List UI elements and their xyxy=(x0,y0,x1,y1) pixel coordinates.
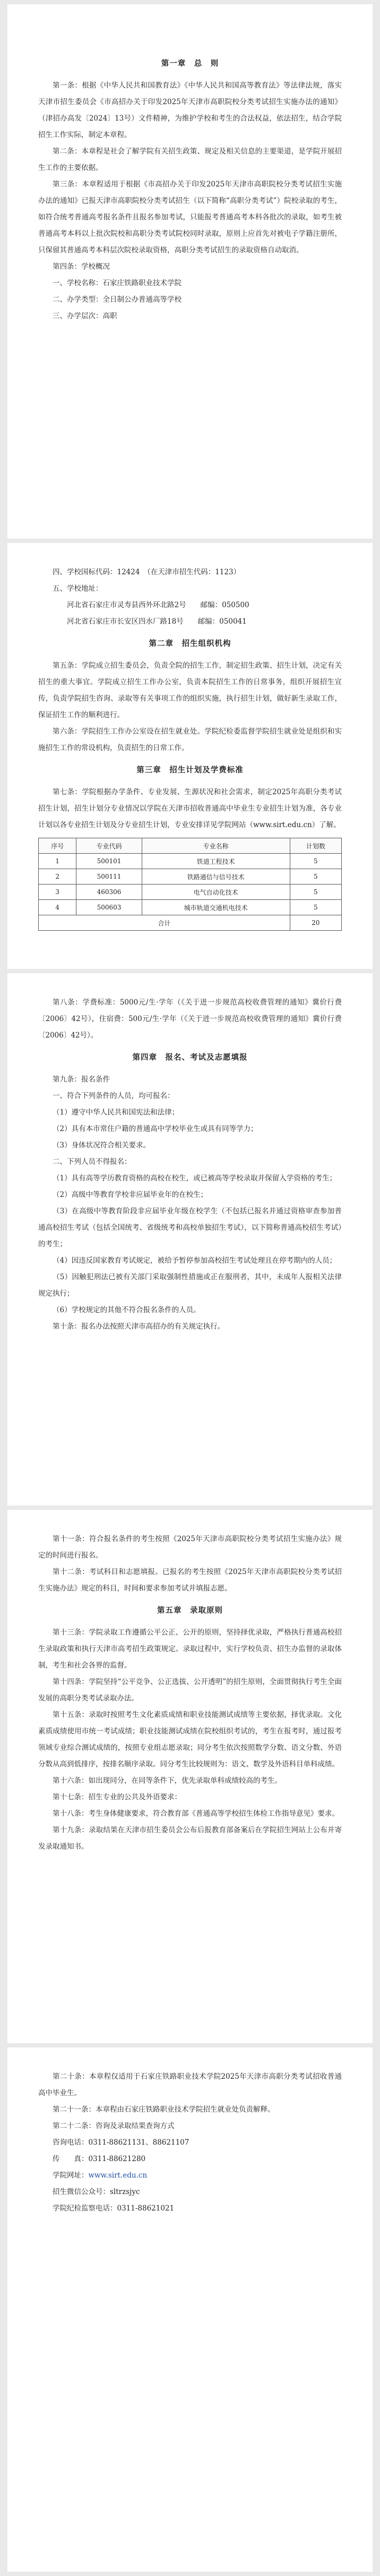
chapter-3-title: 第三章 招生计划及学费标准 xyxy=(136,766,244,775)
contact-wechat: 招生微信公众号：sltrzsjyc xyxy=(53,2188,140,2196)
article-22: 第二十二条：咨询及录取结果查询方式 xyxy=(53,2122,175,2130)
table-cell: 5 xyxy=(290,869,341,885)
article-11: 第十一条：符合报名条件的考生按照《2025年天津市高职院校分类考试招生实施办法》规定的时间进行报名。 xyxy=(38,1535,342,1560)
article-16: 第十六条：如出现同分，在同等条件下，优先录取单科成绩较高的考生。 xyxy=(53,1776,282,1785)
table-cell: 1 xyxy=(39,854,76,869)
website-link[interactable]: www.sirt.edu.cn xyxy=(88,2171,148,2180)
table-total-label: 合计 xyxy=(39,915,290,931)
school-address-label: 五、学校地址： xyxy=(53,584,103,593)
document-page-5 xyxy=(7,2047,373,2572)
article-2: 第二条：本章程是社会了解学院有关招生政策、规定及相关信息的主要渠道，是学院开展招生工作的主要依据。 xyxy=(38,147,342,172)
chapter-1-title: 第一章 总 则 xyxy=(161,59,219,68)
school-address-2: 河北省石家庄市长安区四水厂路18号 邮编：050041 xyxy=(67,617,247,626)
ineligibility-item: （1）具有高等学历教育资格的高校在校生，或已被高等学校录取并保留入学资格的考生； xyxy=(53,1174,337,1183)
table-total-row xyxy=(39,915,342,931)
major-plan-table xyxy=(38,838,342,931)
article-9: 第九条：报名条件 xyxy=(53,1075,110,1084)
ineligibility-heading: 二、下列人员不得报名： xyxy=(53,1158,132,1166)
ineligibility-item: （3）在高级中等教育阶段非应届毕业年级在校学生（不包括已报名并通过资格审查参加普通高校招生考试（包括全国统考、省级统考和高校单独招生考试），以下简称普通高校招生考试）的考生； xyxy=(38,1207,342,1248)
chapter-4-title: 第四章 报名、考试及志愿填报 xyxy=(132,1053,248,1062)
table-cell: 铁道工程技术 xyxy=(142,854,290,869)
table-cell: 5 xyxy=(290,854,341,869)
ineligibility-item: （5）因触犯刑法已被有关部门采取强制性措施或正在服刑者，其中，未成年人报相关法律规定执行； xyxy=(38,1273,342,1298)
contact-phone: 咨询电话：0311-88621131、88621107 xyxy=(53,2138,189,2147)
school-type: 二、办学类型：全日制公办普通高等学校 xyxy=(53,295,182,304)
article-18: 第十八条：考生身体健康要求，符合教育部《普通高等学校招生体检工作指导意见》要求。 xyxy=(53,1809,339,1818)
contact-fax: 传 真：0311-88621280 xyxy=(53,2155,146,2163)
article-4: 第四条：学校概况 xyxy=(53,262,110,271)
ineligibility-item: （2）高级中等教育学校非应届毕业年的在校生； xyxy=(53,1191,208,1199)
table-row xyxy=(39,869,342,885)
contact-discipline-phone: 学院纪检监察电话：0311-88621021 xyxy=(53,2204,175,2213)
chapter-5-title: 第五章 录取原则 xyxy=(157,1606,223,1615)
article-12: 第十二条：考试科目和志愿填报。已报名的考生按照《2025年天津市高职院校分类考试招生实施办法》规定的科目，时间和要求参加考试并填报志愿。 xyxy=(38,1568,342,1593)
table-header: 序号 xyxy=(39,838,76,854)
website-label: 学院网址： xyxy=(53,2171,89,2180)
article-1: 第一条：根据《中华人民共和国教育法》《中华人民共和国高等教育法》等法律法规，落实天津市招生委员会《市高招办关于印发2025年天津市高职院校分类考试招生实施办法的通知》（津招办高发〔2024〕13号）文件精神，为维护学校和考生的合法权益，依法招生，结合学院招生工作实际，制定本章程。 xyxy=(38,81,342,139)
table-cell: 铁路通信与信号技术 xyxy=(142,869,290,885)
table-cell: 3 xyxy=(39,885,76,900)
school-address-1: 河北省石家庄市灵寿县西外环北路2号 邮编：050500 xyxy=(67,601,249,609)
table-cell: 460306 xyxy=(76,885,142,900)
article-8: 第八条：学费标准：5000元/生·学年（《关于进一步规范高校收费管理的通知》冀价行费〔2006〕42号），住宿费：500元/生·学年（《关于进一步规范高校收费管理的通知》冀价行费〔2006〕42号）。 xyxy=(38,998,342,1040)
eligibility-heading: 一、符合下列条件的人员，均可报名： xyxy=(53,1092,175,1100)
article-5: 第五条：学院成立招生委员会，负责全院的招生工作，制定招生政策、招生计划，决定有关招生的重大事宜。学院成立招生工作办公室，负责本院招生工作的日常事务，组织开展招生宣传，负责学院招生咨询、录取等有关事项工作的组织实施，执行招生计划，做好新生录取工作，保证招生工作的顺利进行。 xyxy=(38,661,342,719)
article-17: 第十七条：招生专业的公共及外语要求： xyxy=(53,1793,182,1801)
article-21: 第二十一条：本章程由石家庄铁路职业技术学院招生就业处负责解释。 xyxy=(53,2105,275,2114)
table-header: 计划数 xyxy=(290,838,341,854)
ineligibility-item: （4）因违反国家教育考试规定，被给予暂停参加高校招生考试处理且在停考期内的人员； xyxy=(53,1256,337,1265)
table-cell: 500101 xyxy=(76,854,142,869)
table-row xyxy=(39,900,342,915)
table-cell: 城市轨道交通机电技术 xyxy=(142,900,290,915)
table-cell: 500111 xyxy=(76,869,142,885)
table-cell: 电气自动化技术 xyxy=(142,885,290,900)
document-page-3 xyxy=(7,973,373,1506)
table-cell: 2 xyxy=(39,869,76,885)
eligibility-item: （1）遵守中华人民共和国宪法和法律； xyxy=(53,1108,179,1117)
eligibility-item: （2）具有本市常住户籍的普通高中学校毕业生或具有同等学力； xyxy=(53,1125,258,1133)
ineligibility-item: （6）学校规定的其他不符合报名条件的人员。 xyxy=(53,1306,201,1314)
article-7: 第七条：学院根据办学条件、专业发展、生源状况和社会需求，制定2025年高职分类考试招生计划，招生计划分专业情况以学院在天津市招收普通高中毕业生专业招生计划为准，各专业计划以各专业招生计划及分专业招生计划，专业安排详见学院网站（www.sirt.edu.cn）了解。 xyxy=(38,788,342,829)
document-page-2 xyxy=(7,543,373,969)
school-level: 三、办学层次：高职 xyxy=(53,312,117,320)
school-name: 一、学校名称：石家庄铁路职业技术学院 xyxy=(53,279,182,287)
article-19: 第十九条：录取结果在天津市招生委员会公布后报教育部备案后在学院招生网站上公布并寄发录取通知书。 xyxy=(38,1826,342,1851)
article-3: 第三条：本章程适用于根据《市高招办关于印发2025年天津市高职院校分类考试招生实施办法的通知》已报天津市高职院校分类考试招生（以下简称“高职分类考试”）院校录取的考生，如符合统考普通高考报名条件且报名参加考试，只能报考普通高考本科各批次的录取，如考生被普通高考本科以上批次院校和高职分类考试院校同时录取，原则上应首先对被电子学籍注册所，只保留其普通高考本科层次院校录取资格，高职分类考试招生的录取资格自动取消。 xyxy=(38,180,342,254)
article-14: 第十四条：学院坚持“公平竞争、公正选拔、公开透明”的招生原则，全面贯彻执行考生全面发展的高职分类考试录取办法。 xyxy=(38,1678,342,1703)
eligibility-item: （3）身体状况符合相关要求。 xyxy=(53,1141,151,1150)
table-header: 专业名称 xyxy=(142,838,290,854)
article-20: 第二十条：本章程仅适用于石家庄铁路职业技术学院2025年天津市高职分类考试招收普通高中毕业生。 xyxy=(38,2072,342,2097)
school-code: 四、学校国标代码：12424 （在天津市招生代码：1123） xyxy=(53,568,241,576)
table-cell: 500603 xyxy=(76,900,142,915)
document-page-4 xyxy=(7,1510,373,2043)
document-page-1 xyxy=(7,4,373,539)
table-header-row xyxy=(39,838,342,854)
article-6: 第六条：学院招生工作办公室设在招生就业处。学院纪检委监督学院招生就业处是组织和实施招生工作的常设机构，负责招生的日常工作。 xyxy=(38,727,342,752)
table-cell: 5 xyxy=(290,885,341,900)
article-13: 第十三条：学院录取工作遵循公平公正、公开的原则，坚持择优录取，严格执行普通高校招生录取政策和执行天津市高考招生政策规定。录取过程中，实行学校负责、招生办监督的录取体制，考生和社会各界的监督。 xyxy=(38,1628,342,1670)
contact-website xyxy=(38,2167,342,2184)
article-10: 第十条：报名办法按照天津市高招办的有关规定执行。 xyxy=(53,1322,224,1331)
article-15: 第十五条：录取时按照考生文化素质成绩和职业技能测试成绩等主要依据，择优录取。文化素质成绩使用市统一考试成绩；职业技能测试成绩在院校组织考试的，考生在报考时，通过报考领域专业综合测试成绩的，按照专业组志愿录取；同分考生依次按照数学分数、语文分数、外语分数从高到低排序，按排名顺序录取。同分考生比较规则为：语文、数学及外语科目单科成绩。 xyxy=(38,1711,342,1769)
table-cell: 4 xyxy=(39,900,76,915)
table-row xyxy=(39,854,342,869)
table-row xyxy=(39,885,342,900)
table-header: 专业代码 xyxy=(76,838,142,854)
table-total-value: 20 xyxy=(290,915,341,931)
chapter-2-title: 第二章 招生组织机构 xyxy=(149,640,231,648)
table-cell: 5 xyxy=(290,900,341,915)
